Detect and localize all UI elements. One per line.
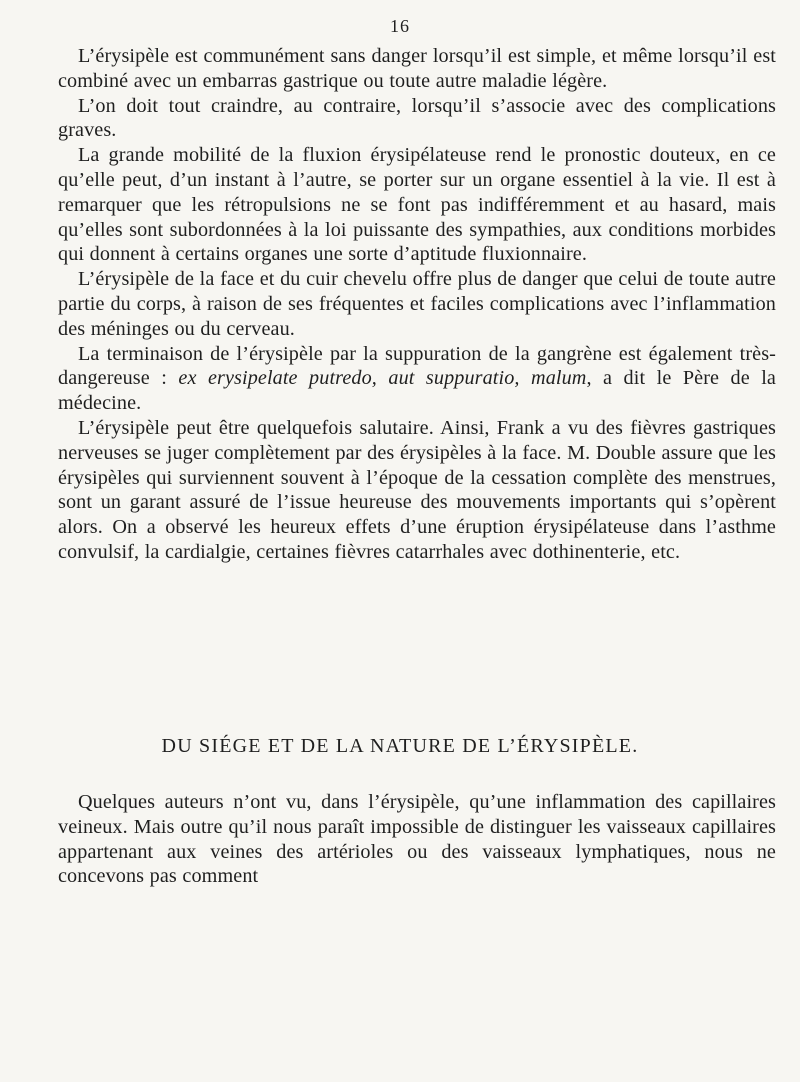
paragraph-salutary: L’érysipèle peut être quelquefois salutaire. Ainsi, Frank a vu des fièvres gastriques nerveuses se juger complètement par des érysipèles à la face. M. Double assure que les érysipèles qui surviennent souvent à l’époque de la cessation complète des menstrues, sont un garant assuré de l’issue heureuse des mouvements importants qui s’opèrent alors. On a observé les heureux effets d’une éruption érysipélateuse dans l’asthme convulsif, la cardialgie, certaines fièvres catarrhales avec dothinenterie, etc. — [58, 416, 776, 563]
paragraph-complications: L’on doit tout craindre, au contraire, lorsqu’il s’associe avec des complications graves. — [58, 94, 776, 142]
paragraph-termination-end: , a dit le Père de la médecine. — [58, 367, 776, 415]
paragraph-termination-start: La terminaison de l’érysipèle par la suppuration de la gangrène est également très-dangereuse : — [58, 342, 776, 390]
section-text — [58, 790, 776, 889]
paragraph-danger-simple: L’érysipèle est communément sans danger lorsqu’il est simple, et même lorsqu’il est combiné avec un embarras gastrique ou toute autre maladie légère. — [58, 45, 776, 92]
page-number: 16 — [390, 16, 410, 36]
section-heading: DU SIÉGE ET DE LA NATURE DE L’ÉRYSIPÈLE. — [161, 735, 639, 757]
paragraph-capillaries: Quelques auteurs n’ont vu, dans l’érysipèle, qu’une inflammation des capillaires veineux. Mais outre qu’il nous paraît impossible de distinguer les vaisseaux capillaires appartenant aux veines des artérioles ou des vaisseaux lymphatiques, nous ne concevons pas comment — [58, 791, 776, 888]
paragraph-mobility: La grande mobilité de la fluxion érysipélateuse rend le pronostic douteux, en ce qu’elle peut, d’un instant à l’autre, se porter sur un organe essentiel à la vie. Il est à remarquer que les rétropulsions ne se font pas indifféremment et au hasard, mais qu’elles sont subordonnées à la loi puissante des sympathies, aux conditions morbides qui donnent à certains organes une sorte d’aptitude fluxionnaire. — [58, 144, 776, 266]
paragraph-termination — [58, 342, 776, 416]
paragraph-face-scalp: L’érysipèle de la face et du cuir chevelu offre plus de danger que celui de toute autre partie du corps, à raison de ses fréquentes et faciles complications avec l’inflammation des méninges ou du cerveau. — [58, 268, 776, 340]
latin-quote: ex erysipelate putredo, aut suppuratio, malum — [178, 367, 587, 390]
main-text — [58, 44, 776, 565]
